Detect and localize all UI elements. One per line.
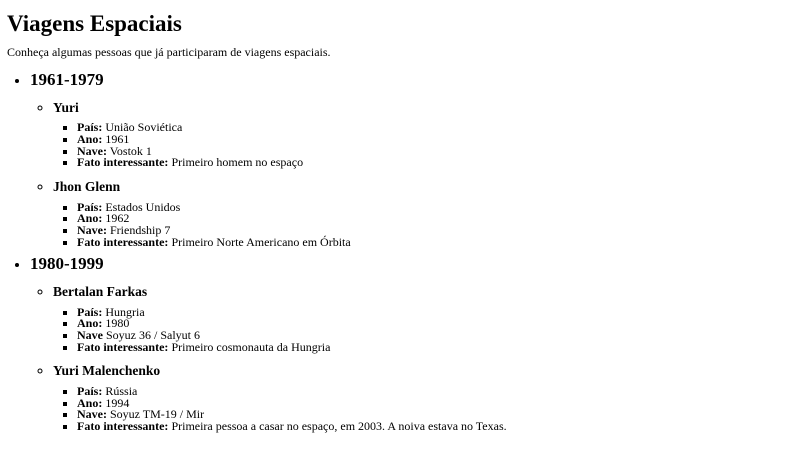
fact-value: Primeiro Norte Americano em Órbita: [171, 234, 351, 249]
fact-label: Nave: [77, 327, 103, 342]
fact-value: 1994: [105, 395, 130, 410]
traveler-item: [53, 362, 800, 432]
fact-label: Nave:: [77, 407, 107, 422]
traveler-name: ◦ Yuri: [53, 99, 79, 115]
fact-item: [77, 157, 800, 169]
fact-item: [77, 122, 800, 134]
fact-value: 1980: [105, 316, 130, 331]
intro-text: Conheça algumas pessoas que já participaram de viagens espaciais.: [7, 45, 331, 60]
fact-item: [77, 418, 800, 433]
facts-list: [53, 383, 800, 433]
fact-value: 1961: [105, 132, 130, 146]
fact-item: [77, 134, 800, 146]
fact-label: País:: [77, 199, 103, 214]
travelers-list: [30, 99, 800, 249]
facts-list: [53, 199, 800, 249]
fact-label: Nave:: [77, 143, 107, 158]
fact-label: País:: [77, 120, 103, 135]
period-heading: • 1961-1979: [30, 70, 104, 90]
traveler-item: [53, 99, 800, 169]
fact-item: [77, 199, 800, 214]
traveler-item: [53, 283, 800, 353]
facts-list: [53, 304, 800, 354]
fact-value: Friendship 7: [110, 223, 171, 238]
fact-label: País:: [77, 304, 103, 319]
fact-label: Ano:: [77, 316, 103, 331]
fact-value: União Soviética: [105, 120, 183, 135]
page-title: Viagens Espaciais: [7, 11, 182, 36]
fact-value: Primeira pessoa a casar no espaço, em 2003. A noiva estava no Texas.: [171, 418, 507, 433]
fact-label: Ano:: [77, 211, 103, 226]
fact-value: Estados Unidos: [105, 199, 181, 214]
periods-list: [0, 70, 800, 432]
traveler-name: ◦ Bertalan Farkas: [53, 283, 148, 299]
fact-label: Ano:: [77, 132, 103, 146]
fact-item: [77, 234, 800, 249]
traveler-name: ◦ Jhon Glenn: [53, 179, 121, 195]
fact-value: Primeiro homem no espaço: [171, 155, 304, 170]
fact-item: [77, 339, 800, 354]
traveler-item: [53, 178, 800, 248]
fact-value: Soyuz TM-19 / Mir: [110, 407, 205, 422]
period-item: [30, 254, 800, 432]
fact-label: Fato interessante:: [77, 234, 169, 249]
fact-label: Fato interessante:: [77, 418, 169, 433]
fact-label: País:: [77, 383, 103, 398]
document-page: [0, 11, 800, 433]
fact-item: [77, 213, 800, 225]
fact-label: Fato interessante:: [77, 339, 169, 354]
fact-label: Nave:: [77, 223, 107, 238]
fact-value: 1962: [105, 211, 130, 226]
period-item: [30, 70, 800, 248]
fact-value: Rússia: [105, 383, 138, 398]
fact-label: Fato interessante:: [77, 155, 169, 170]
facts-list: [53, 122, 800, 169]
fact-value: Vostok 1: [109, 143, 152, 158]
fact-value: Hungria: [105, 304, 145, 319]
period-heading: • 1980-1999: [30, 254, 104, 274]
traveler-name: ◦ Yuri Malenchenko: [53, 363, 161, 379]
fact-item: [77, 383, 800, 398]
fact-value: Soyuz 36 / Salyut 6: [106, 327, 201, 342]
fact-value: Primeiro cosmonauta da Hungria: [171, 339, 331, 354]
fact-label: Ano:: [77, 395, 103, 410]
fact-item: [77, 304, 800, 319]
travelers-list: [30, 283, 800, 433]
